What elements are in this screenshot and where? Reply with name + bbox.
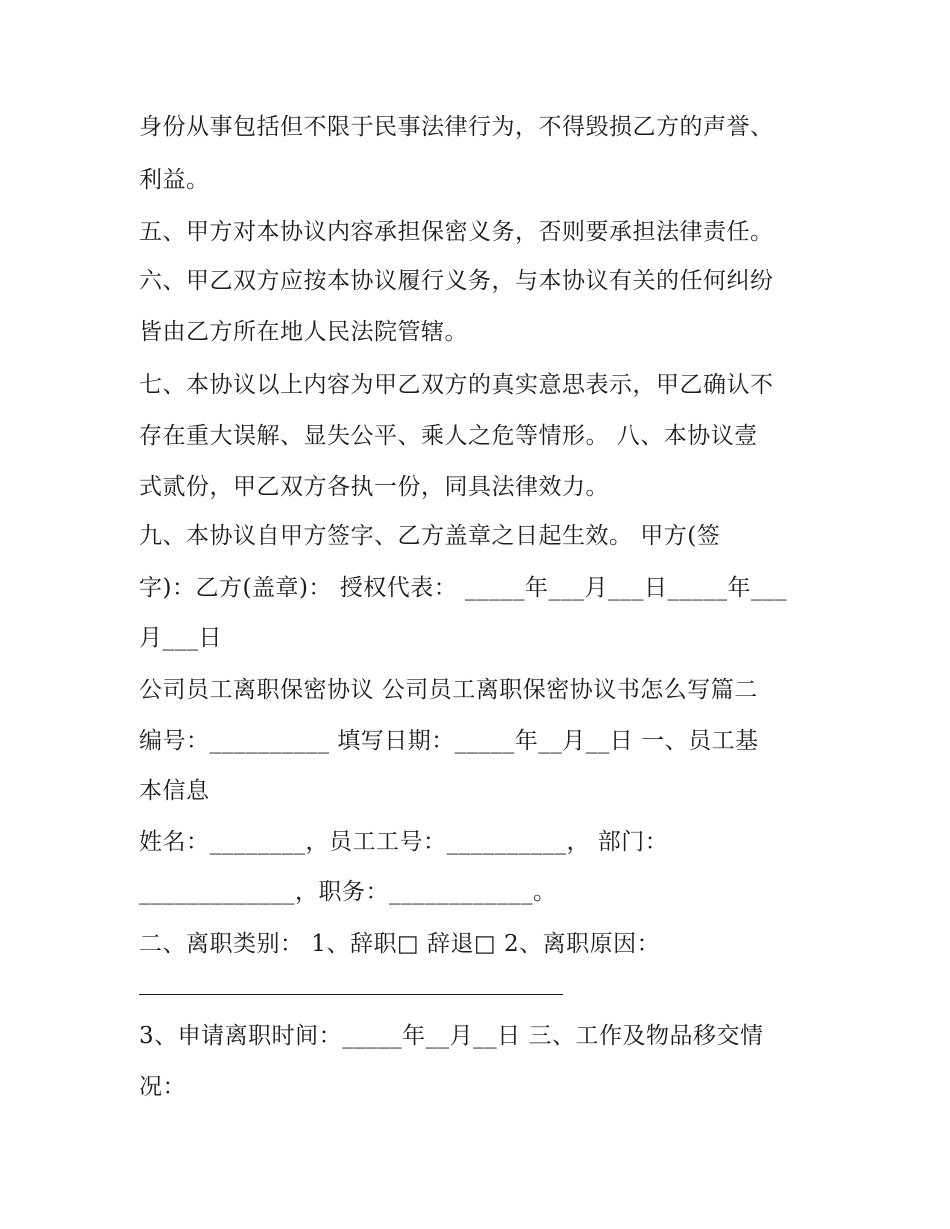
text-line: 身份从事包括但不限于民事法律行为，不得毁损乙方的声誉、 [139,114,774,140]
text-line: 式贰份，甲乙双方各执一份，同具法律效力。 [139,474,609,500]
text-line: 皆由乙方所在地人民法院管辖。 [139,319,468,345]
text-line: 六、甲乙双方应按本协议履行义务，与本协议有关的任何纠纷 [139,268,774,294]
text-line: 九、本协议自甲方签字、乙方盖章之日起生效。 甲方(签 [139,523,721,549]
text-line: 二、离职类别： 1、辞职□ 辞退□ 2、离职原因： [139,931,661,957]
text-line: 存在重大误解、显失公平、乘人之危等情形。 八、本协议壹 [139,423,758,449]
text-line: 利益。 [139,167,210,193]
text-line: 月___日 [139,625,222,651]
text-line: 七、本协议以上内容为甲乙双方的真实意思表示，甲乙确认不 [139,372,774,398]
text-line: 编号：__________ 填写日期：_____年__月__日 一、员工基 [139,728,759,754]
text-line: 3、申请离职时间：_____年__月__日 三、工作及物品移交情 [139,1023,764,1049]
text-line: 五、甲方对本协议内容承担保密义务，否则要承担法律责任。 [139,219,774,245]
section-title: 公司员工离职保密协议 公司员工离职保密协议书怎么写篇二 [139,677,758,703]
blank-underline [139,994,563,995]
text-line: _____________，职务：____________。 [139,879,557,905]
text-line: 本信息 [139,778,210,804]
text-line: 况： [139,1074,186,1100]
text-line: 字)：乙方(盖章)： 授权代表： _____年___月___日_____年___ [139,575,788,601]
text-line: 姓名：________，员工工号：__________， 部门： [139,829,669,855]
